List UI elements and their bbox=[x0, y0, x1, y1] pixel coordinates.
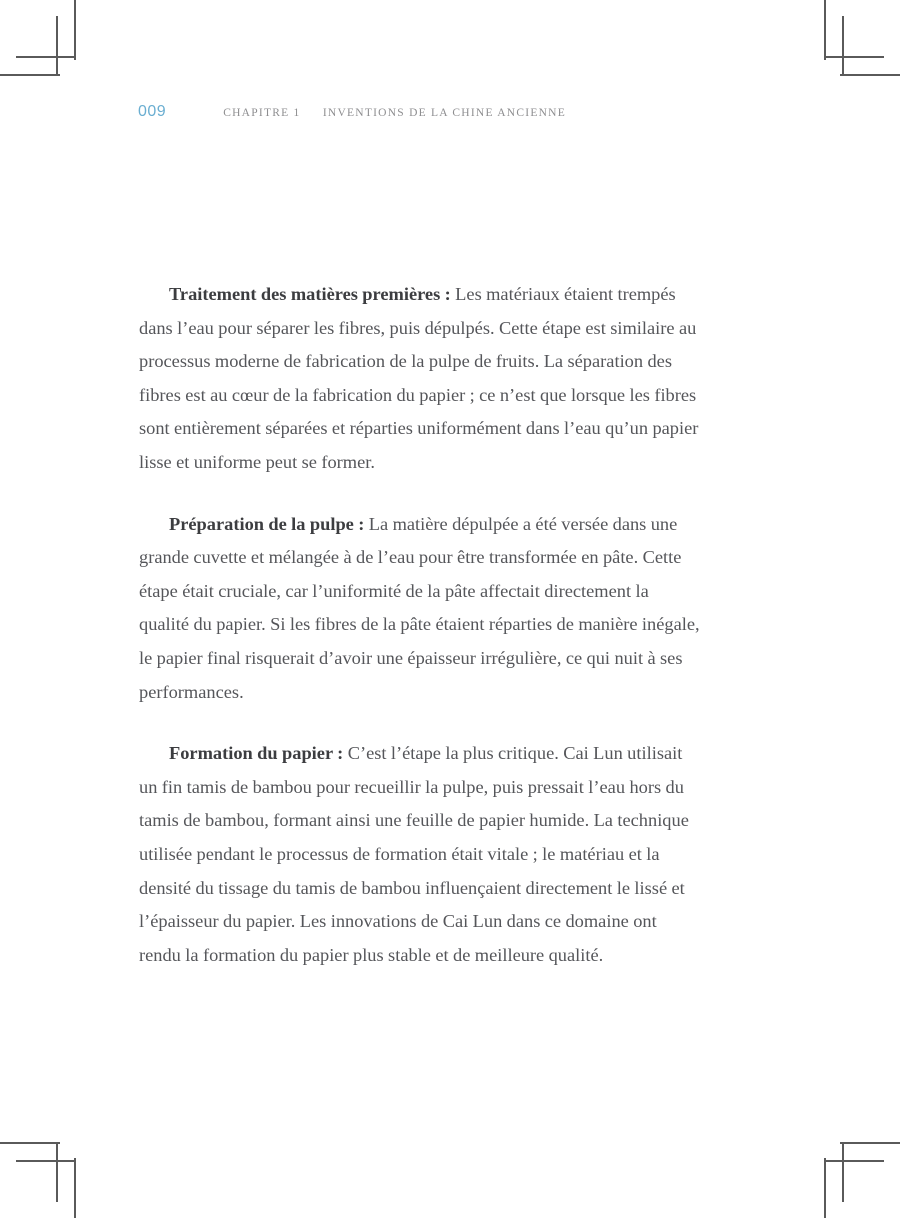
paragraph bbox=[139, 737, 702, 972]
paragraph-text: La matière dépulpée a été versée dans une grande cuvette et mélangée à de l’eau pour être transformée en pâte. Cette étape était cruciale, car l’uniformité de la pâte affectait directement la qualité du papier. Si les fibres de la pâte étaient réparties de manière inégale, le papier final risquerait d’avoir une épaisseur irrégulière, ce qui nuit à ses performances. bbox=[139, 513, 700, 702]
crop-mark-horizontal-inner bbox=[16, 1160, 75, 1162]
paragraph-lead-in: Formation du papier : bbox=[169, 743, 344, 764]
crop-mark-horizontal-outer bbox=[0, 74, 60, 76]
body-text-column bbox=[139, 278, 702, 972]
crop-mark-top-right bbox=[820, 0, 900, 80]
crop-mark-horizontal-inner bbox=[825, 56, 884, 58]
crop-mark-horizontal-inner bbox=[16, 56, 75, 58]
paragraph-text: C’est l’étape la plus critique. Cai Lun utilisait un fin tamis de bambou pour recueillir la pulpe, puis pressait l’eau hors du tamis de bambou, formant ainsi une feuille de papier humide. La technique utilisée pendant le processus de formation était vitale ; le matériau et la densité du tissage du tamis de bambou influençaient directement le lissé et l’épaisseur du papier. Les innovations de Cai Lun dans ce domaine ont rendu la formation du papier plus stable et de meilleure qualité. bbox=[139, 743, 689, 965]
paragraph bbox=[139, 278, 702, 480]
crop-mark-vertical-outer bbox=[824, 0, 826, 60]
chapter-title: INVENTIONS DE LA CHINE ANCIENNE bbox=[322, 107, 566, 119]
crop-mark-vertical-inner bbox=[56, 1143, 58, 1202]
crop-mark-horizontal-outer bbox=[840, 1142, 900, 1144]
crop-mark-horizontal-outer bbox=[840, 74, 900, 76]
crop-mark-bottom-right bbox=[820, 1138, 900, 1218]
paragraph-lead-in: Traitement des matières premières : bbox=[169, 284, 451, 304]
crop-mark-horizontal-inner bbox=[825, 1160, 884, 1162]
crop-mark-top-left bbox=[0, 0, 80, 80]
crop-mark-vertical-inner bbox=[842, 16, 844, 75]
page-number: 009 bbox=[138, 103, 167, 120]
chapter-label bbox=[223, 107, 566, 119]
chapter-number: CHAPITRE 1 bbox=[223, 107, 301, 119]
crop-mark-vertical-inner bbox=[56, 16, 58, 75]
paragraph-text: Les matériaux étaient trempés dans l’eau pour séparer les fibres, puis dépulpés. Cette étape est similaire au processus moderne de fabrication de la pulpe de fruits. La séparation des fibres est au cœur de la fabrication du papier ; ce n’est que lorsque les fibres sont entièrement séparées et réparties uniformément dans l’eau qu’un papier lisse et uniforme peut se former. bbox=[139, 284, 699, 472]
crop-mark-horizontal-outer bbox=[0, 1142, 60, 1144]
crop-mark-vertical-outer bbox=[74, 1158, 76, 1218]
paragraph bbox=[139, 508, 702, 710]
running-head bbox=[138, 103, 566, 121]
crop-mark-vertical-outer bbox=[824, 1158, 826, 1218]
crop-mark-bottom-left bbox=[0, 1138, 80, 1218]
crop-mark-vertical-inner bbox=[842, 1143, 844, 1202]
crop-mark-vertical-outer bbox=[74, 0, 76, 60]
paragraph-lead-in: Préparation de la pulpe : bbox=[169, 513, 365, 534]
